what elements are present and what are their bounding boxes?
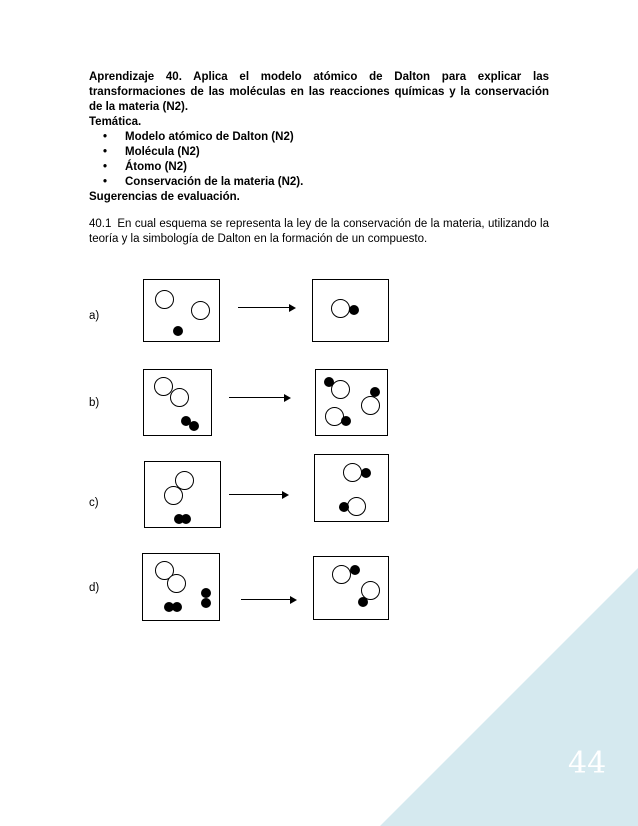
learning-objective-title: Aprendizaje 40. Aplica el modelo atómico de Dalton para explicar las transformaciones de las moléculas en las reacciones químicas y la conservación de la materia (N2). [89,71,549,113]
black-atom [341,416,351,426]
white-atom [191,301,210,320]
topic-item: • Átomo (N2) [103,161,187,173]
option-a-label[interactable]: a) [89,310,100,322]
reaction-arrow-icon [229,393,291,403]
black-atom [339,502,349,512]
white-atom [164,486,183,505]
black-atom [201,598,211,608]
option-d-products-box [313,556,389,620]
white-atom [332,565,351,584]
topic-list [89,130,549,190]
reaction-arrow-icon [241,595,297,605]
white-atom [170,388,189,407]
white-atom [343,463,362,482]
black-atom [173,326,183,336]
option-b-products-box [315,369,388,436]
option-b-label[interactable]: b) [89,397,100,409]
option-d-label[interactable]: d) [89,582,100,594]
page-corner-decoration [380,568,638,826]
reaction-arrow-icon [229,490,289,500]
black-atom [201,588,211,598]
black-atom [172,602,182,612]
white-atom [155,290,174,309]
topic-item: • Modelo atómico de Dalton (N2) [103,131,294,143]
black-atom [181,514,191,524]
bullet-icon: • [103,176,108,188]
option-b-reactants-box [143,369,212,436]
black-atom [350,565,360,575]
topic-item: • Molécula (N2) [103,146,200,158]
question-number: 40.1 [89,218,112,230]
bullet-icon: • [103,146,108,158]
white-atom [331,380,350,399]
black-atom [358,597,368,607]
white-atom [361,396,380,415]
option-c-reactants-box [144,461,221,528]
suggestions-label: Sugerencias de evaluación. [89,191,240,203]
white-atom [167,574,186,593]
question-text: En cual esquema se representa la ley de la conservación de la materia, utilizando la teoría y la simbología de Dalton en la formación de un compuesto. [89,218,549,245]
white-atom [347,497,366,516]
bullet-icon: • [103,161,108,173]
tematica-label: Temática. [89,116,142,128]
option-c-label[interactable]: c) [89,497,99,509]
page-number: 44 [568,746,607,781]
topic-item: • Conservación de la materia (N2). [103,176,304,188]
learning-objective-block [89,70,549,205]
option-a-products-box [312,279,389,342]
white-atom [331,299,350,318]
question-block [89,217,549,247]
black-atom [189,421,199,431]
option-a-reactants-box [143,279,220,342]
reaction-arrow-icon [238,303,296,313]
black-atom [349,305,359,315]
bullet-icon: • [103,131,108,143]
option-c-products-box [314,454,389,522]
option-d-reactants-box [142,553,220,621]
black-atom [361,468,371,478]
